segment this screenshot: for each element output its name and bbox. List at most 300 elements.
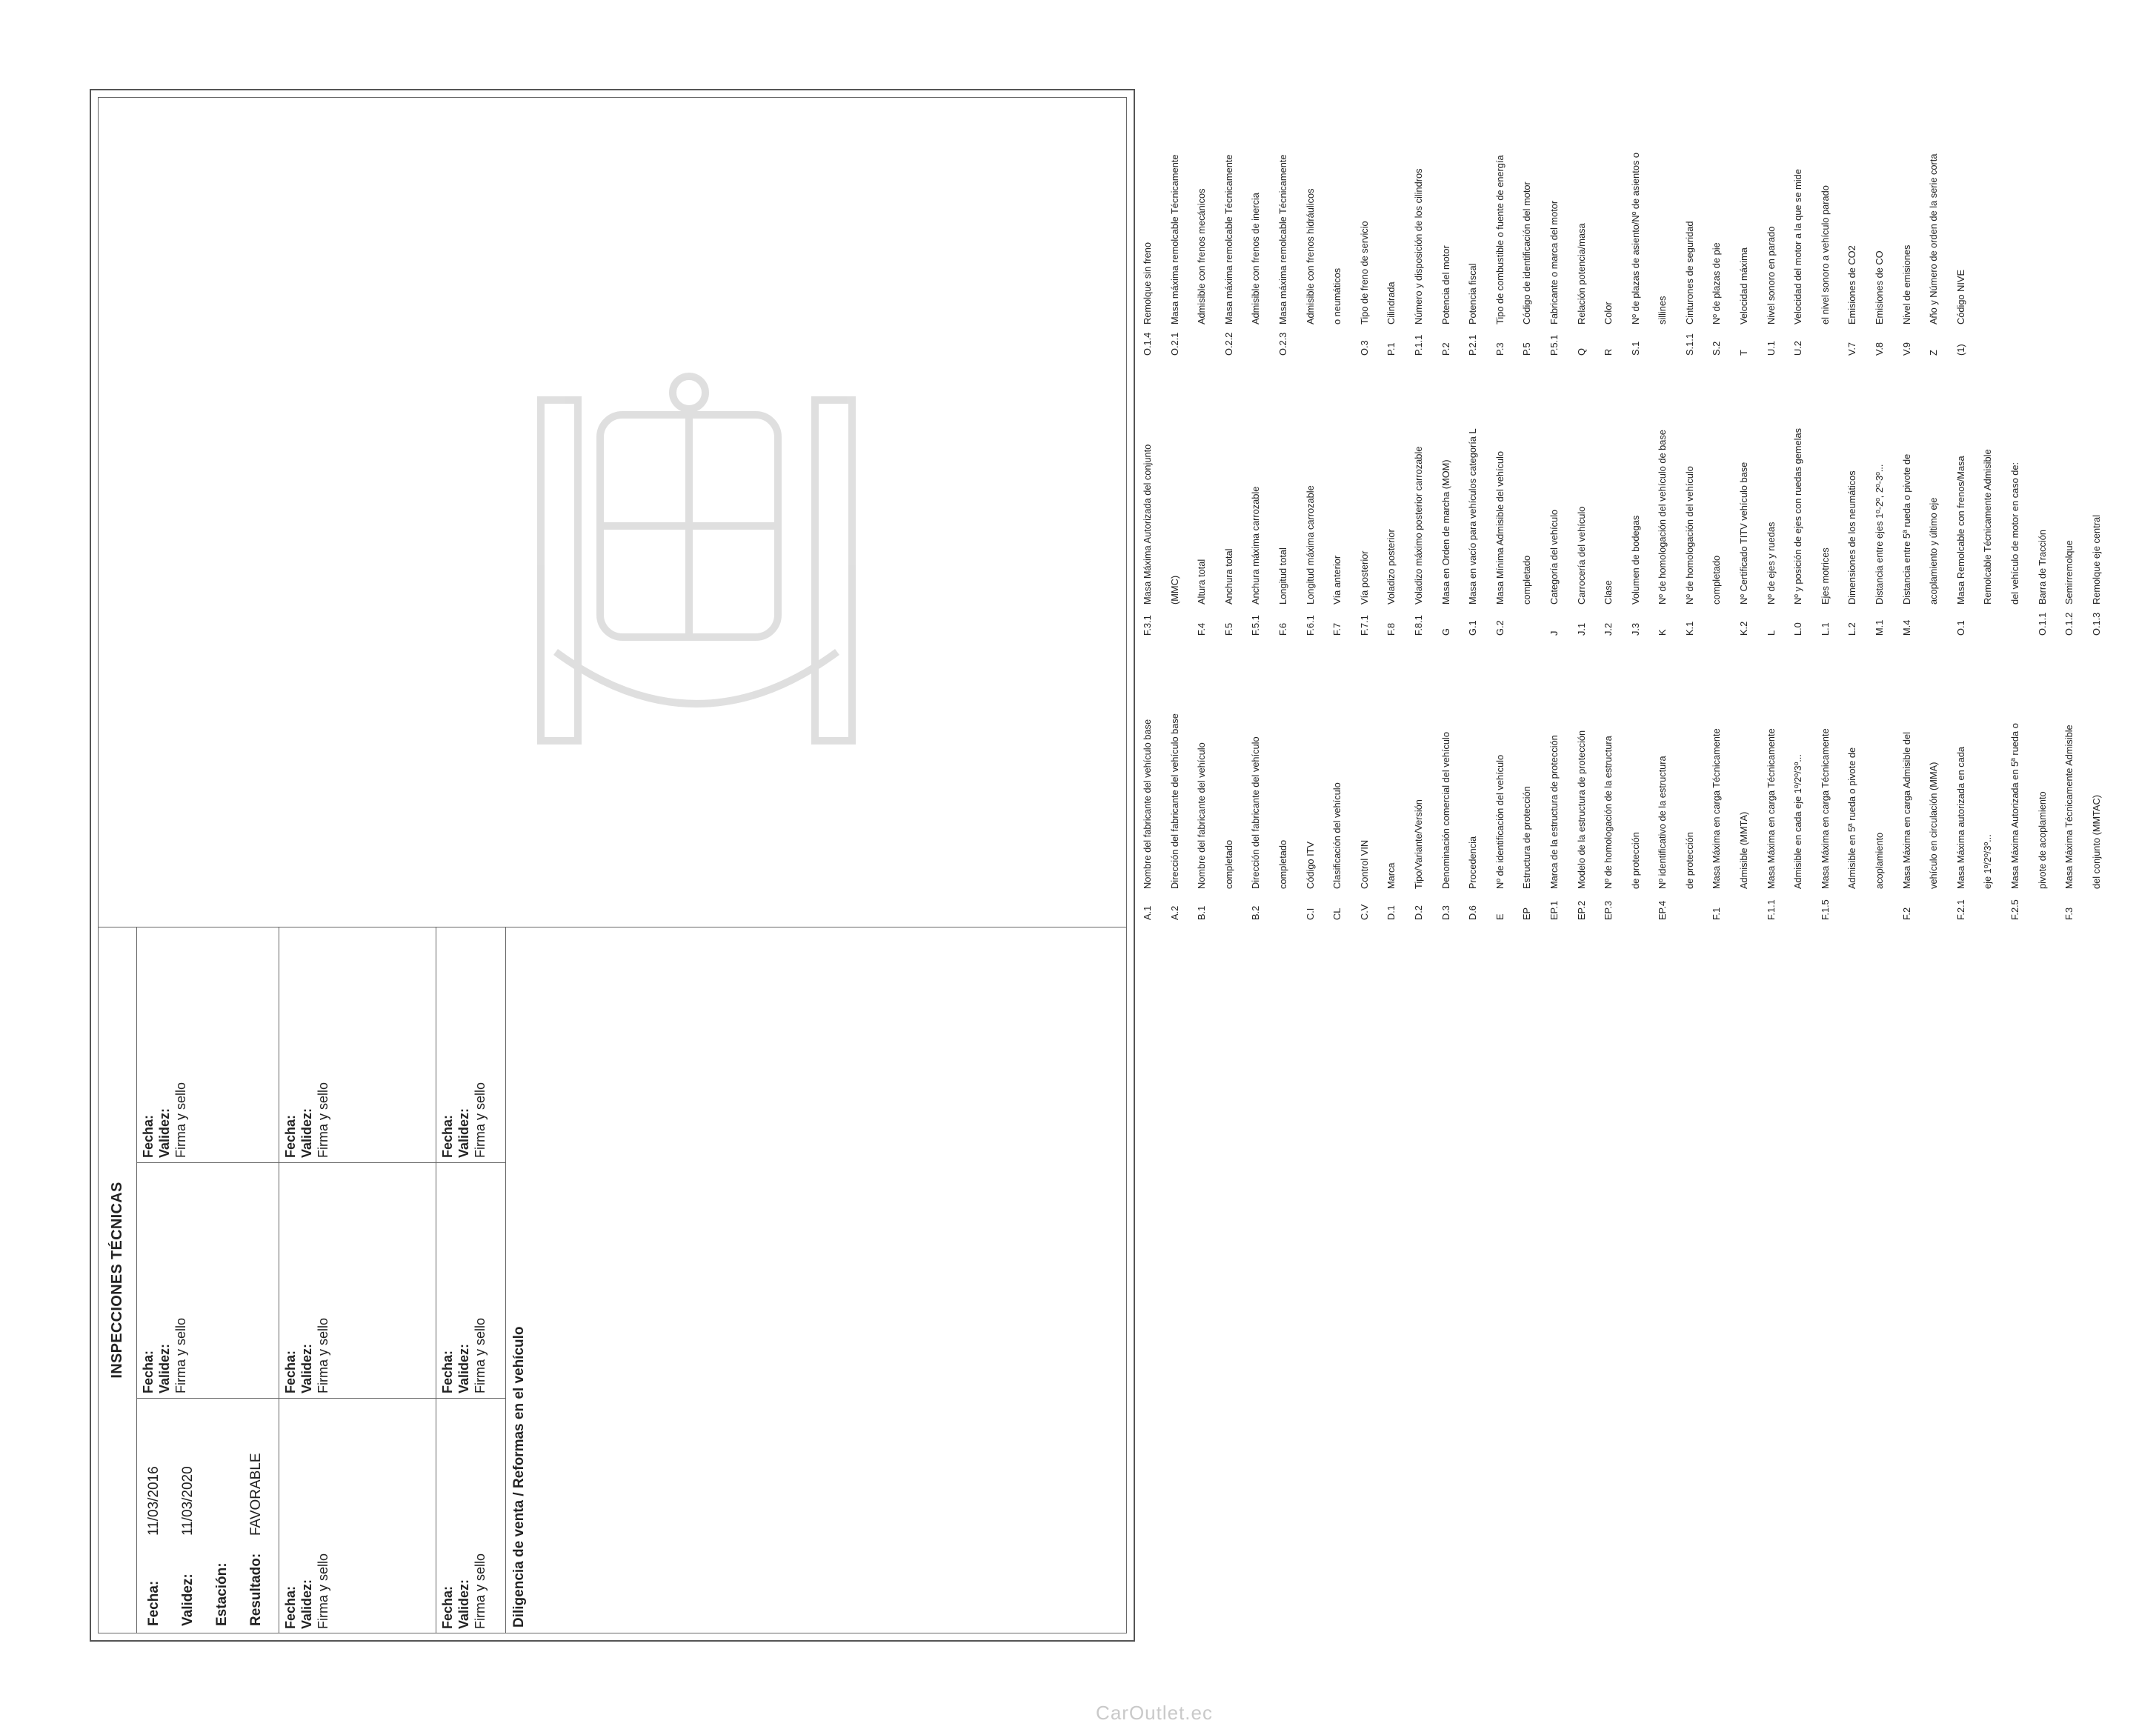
legend-row	[1568, 631, 1596, 920]
legend-row	[1216, 631, 1243, 920]
legend-row	[1839, 100, 1866, 356]
legend-text: Admisible con frenos mecánicos	[1196, 188, 1208, 324]
legend-code: U.1	[1765, 341, 1777, 356]
legend-row	[1162, 347, 1189, 636]
legend-text: Masa Máxima en carga Admisible del	[1900, 732, 1912, 889]
legend-row	[1948, 347, 1975, 636]
legend-code: Z	[1928, 350, 1940, 356]
legend-row	[1162, 631, 1189, 920]
legend-row	[1731, 347, 1758, 636]
legend-row	[1948, 100, 1975, 356]
legend-code: P.2	[1440, 342, 1451, 356]
legend-text: Ejes motrices	[1819, 547, 1831, 604]
firma-label: Firma y sello	[316, 1317, 330, 1393]
legend-text: Remolque sin freno	[1142, 242, 1153, 324]
legend-row	[1812, 631, 1840, 920]
legend-text: Año y Número de orden de la serie corta	[1928, 153, 1940, 324]
diligencia-heading: Diligencia de venta / Reformas en el vehículo	[511, 1326, 527, 1628]
inspection-cell	[137, 1162, 279, 1398]
inspection-cell	[279, 1398, 436, 1633]
legend-code	[1216, 889, 1243, 920]
legend-code: O.1.2	[2063, 612, 2075, 636]
legend-text: del vehículo de motor en caso de:	[2009, 462, 2020, 604]
legend-text: el nivel sonoro a vehículo parado	[1819, 185, 1831, 324]
validez-label: Validez:	[157, 1343, 172, 1393]
legend-code	[1974, 889, 2002, 920]
legend-row	[1514, 100, 1541, 356]
legend-text: completado	[1521, 555, 1533, 604]
fecha-label: Fecha:	[440, 1585, 455, 1629]
legend-row	[1242, 347, 1270, 636]
legend-code: U.2	[1792, 341, 1804, 356]
legend-text: del conjunto (MMTAC)	[2090, 794, 2102, 889]
firma-label: Firma y sello	[473, 1082, 488, 1158]
legend-text: Dirección del fabricante del vehículo	[1250, 736, 1262, 889]
legend-column-1	[1134, 631, 2110, 920]
legend-code: F.4	[1196, 622, 1208, 636]
legend-row	[1460, 347, 1487, 636]
legend-code: V.9	[1900, 342, 1912, 356]
inspection-cell-first	[137, 1398, 279, 1633]
legend-code: F.6.1	[1304, 615, 1316, 636]
legend-code	[1839, 889, 1866, 920]
legend-row	[1460, 100, 1487, 356]
estacion-value	[214, 1406, 230, 1543]
legend-code: F.5	[1222, 622, 1234, 636]
legend-code: EP.1	[1548, 900, 1560, 920]
validez-label: Validez:	[456, 1343, 471, 1393]
legend-text: Marca de la estructura de protección	[1548, 735, 1560, 889]
legend-text: Admisible (MMTA)	[1738, 811, 1750, 889]
legend-row	[1378, 631, 1405, 920]
legend-row	[1188, 347, 1216, 636]
legend-text: Voladizo máximo posterior carrozable	[1412, 446, 1424, 604]
legend-row	[1351, 347, 1379, 636]
firma-label: Firma y sello	[173, 1082, 188, 1158]
legend-code: P.1	[1385, 342, 1397, 356]
fecha-value: 11/03/2016	[146, 1466, 162, 1536]
legend-text: Masa Máxima Autorizada en 5ª rueda o	[2009, 723, 2020, 889]
legend-text: Longitud total	[1277, 547, 1288, 604]
legend-text: completado	[1277, 839, 1288, 889]
legend-row	[1433, 631, 1460, 920]
legend-row	[1974, 631, 2002, 920]
legend-text: Tipo de combustible o fuente de energía	[1494, 155, 1505, 324]
legend-row	[1948, 631, 1975, 920]
legend-text: Nº de plazas de asiento/Nº de asientos o	[1629, 152, 1641, 324]
legend-row	[1378, 100, 1405, 356]
legend-text: Masa máxima remolcable Técnicamente	[1222, 154, 1234, 324]
legend-text: de protección	[1683, 832, 1695, 889]
legend-row	[1866, 347, 1894, 636]
legend-text: Emisiones de CO2	[1846, 245, 1858, 324]
legend-text: o neumáticos	[1331, 267, 1343, 324]
legend-code: K	[1657, 629, 1668, 636]
legend-code	[1731, 889, 1758, 920]
legend-code: O.2.3	[1277, 332, 1288, 356]
legend-code: T	[1738, 350, 1750, 356]
legend-code	[1270, 889, 1297, 920]
legend-row	[1514, 631, 1541, 920]
fecha-label: Fecha:	[283, 1114, 298, 1158]
legend-code: A.2	[1168, 905, 1180, 920]
legend-text: Nombre del fabricante del vehículo base	[1142, 719, 1153, 889]
fecha-label: Fecha:	[440, 1350, 455, 1393]
legend-code: C.I	[1304, 907, 1316, 920]
legend-code: L.0	[1792, 622, 1804, 636]
legend-code	[1920, 889, 1948, 920]
legend-code: F.5.1	[1250, 615, 1262, 636]
legend-text: acoplamiento y último eje	[1928, 497, 1940, 604]
legend-row	[1351, 100, 1379, 356]
legend-text: Nº de homologación del vehículo de base	[1657, 430, 1668, 604]
legend-row	[1351, 631, 1379, 920]
legend-text: Masa Máxima en carga Técnicamente	[1819, 728, 1831, 889]
legend-text: Volumen de bodegas	[1629, 515, 1641, 604]
legend-code: M.4	[1900, 619, 1912, 636]
legend-text: Masa Mínima Admisible del vehículo	[1494, 451, 1505, 604]
legend-code	[1649, 324, 1677, 356]
legend-row	[1460, 631, 1487, 920]
legend-code: F.2.5	[2009, 899, 2020, 920]
legend-text: Código ITV	[1304, 841, 1316, 889]
legend-row	[2083, 347, 2111, 636]
legend-code: L.1	[1819, 622, 1831, 636]
legend-row	[1541, 347, 1568, 636]
legend-text: Nº Certificado TITV vehículo base	[1738, 462, 1750, 604]
legend-text: Fabricante o marca del motor	[1548, 200, 1560, 324]
validez-label: Validez:	[299, 1343, 314, 1393]
validez-value: 11/03/2020	[180, 1466, 196, 1536]
legend-row	[1541, 631, 1568, 920]
legend-code: V.7	[1846, 342, 1858, 356]
legend-row	[1595, 347, 1623, 636]
legend-row	[1812, 100, 1840, 356]
legend-code	[2083, 889, 2111, 920]
legend-text: Potencia del motor	[1440, 245, 1451, 324]
legend-row	[1134, 347, 1162, 636]
legend-row	[1487, 347, 1514, 636]
legend-code	[1866, 889, 1894, 920]
firma-label: Firma y sello	[316, 1082, 330, 1158]
firma-label: Firma y sello	[473, 1317, 488, 1393]
legend-row	[1758, 631, 1786, 920]
legend-code: F.3	[2063, 907, 2075, 920]
legend-code: F.1	[1711, 907, 1723, 920]
legend-text: Velocidad máxima	[1738, 247, 1750, 324]
legend-row	[1487, 100, 1514, 356]
legend-text: Masa Máxima en carga Técnicamente	[1711, 728, 1723, 889]
inspection-cell	[436, 1398, 506, 1633]
legend-code: F.7	[1331, 622, 1343, 636]
inspection-cell	[279, 1162, 436, 1398]
legend-section	[1127, 98, 2156, 926]
legend-row	[1541, 100, 1568, 356]
legend-row	[1758, 347, 1786, 636]
legend-text: Masa máxima remolcable Técnicamente	[1277, 154, 1288, 324]
legend-row	[1785, 347, 1812, 636]
legend-code	[1324, 324, 1351, 356]
legend-text: Nº de ejes y ruedas	[1765, 522, 1777, 604]
legend-text: Longitud máxima carrozable	[1304, 485, 1316, 604]
legend-text: eje 1º/2º/3º...	[1982, 834, 1994, 889]
legend-text: Anchura máxima carrozable	[1250, 486, 1262, 604]
legend-text: Clase	[1603, 580, 1614, 604]
legend-row	[1649, 347, 1677, 636]
legend-row	[1866, 100, 1894, 356]
legend-text: Nº de homologación de la estructura	[1603, 736, 1614, 889]
legend-code: V.8	[1874, 342, 1886, 356]
legend-row	[1242, 100, 1270, 356]
legend-row	[1324, 100, 1351, 356]
legend-row	[1405, 631, 1433, 920]
legend-code: F.8.1	[1412, 615, 1424, 636]
legend-row	[1812, 347, 1840, 636]
legend-text: Nº de identificación del vehículo	[1494, 754, 1505, 889]
legend-code: F.1.5	[1819, 899, 1831, 920]
legend-text: Remolque eje central	[2090, 515, 2102, 604]
legend-row	[1894, 100, 1921, 356]
legend-code	[1785, 889, 1812, 920]
legend-code: C.V	[1358, 904, 1370, 920]
legend-code: K.2	[1738, 621, 1750, 636]
legend-code: E	[1494, 913, 1505, 920]
legend-text: Masa en vacío para vehículos categoría L	[1467, 428, 1479, 604]
fecha-label: Fecha:	[141, 1114, 156, 1158]
legend-text: Masa Máxima Técnicamente Admisible	[2063, 725, 2075, 889]
inspection-cell	[436, 927, 506, 1162]
legend-text: Color	[1603, 302, 1614, 324]
legend-code: F.2.1	[1954, 899, 1966, 920]
legend-row	[1487, 631, 1514, 920]
legend-text: Nº de plazas de pie	[1711, 242, 1723, 324]
legend-text: Emisiones de CO	[1874, 250, 1886, 324]
legend-code: EP.2	[1575, 900, 1587, 920]
fecha-label: Fecha:	[440, 1114, 455, 1158]
firma-label: Firma y sello	[173, 1317, 188, 1393]
legend-code: F.2	[1900, 907, 1912, 920]
legend-text: Distancia entre 5ª rueda o pivote de	[1900, 453, 1912, 604]
legend-text: Nivel sonoro en parado	[1765, 226, 1777, 324]
legend-row	[1703, 347, 1731, 636]
legend-code: J.2	[1603, 622, 1614, 636]
legend-row	[1568, 100, 1596, 356]
legend-code: G.2	[1494, 620, 1505, 636]
legend-text: Dimensiones de los neumáticos	[1846, 470, 1858, 604]
legend-code	[1242, 324, 1270, 356]
legend-row	[1894, 631, 1921, 920]
legend-row	[2056, 347, 2083, 636]
legend-code: J	[1548, 630, 1560, 636]
legend-row	[2083, 631, 2111, 920]
legend-code: B.1	[1196, 905, 1208, 920]
fecha-label: Fecha:	[146, 1580, 162, 1626]
legend-row	[1703, 100, 1731, 356]
legend-row	[1162, 100, 1189, 356]
validez-label: Validez:	[180, 1573, 196, 1626]
legend-code	[1623, 889, 1650, 920]
legend-text: Admisible en 5ª rueda o pivote de	[1846, 747, 1858, 889]
legend-text: Potencia fiscal	[1467, 263, 1479, 324]
legend-row	[1623, 347, 1650, 636]
legend-code	[1812, 324, 1840, 356]
legend-code: S.1.1	[1683, 333, 1695, 356]
legend-text: Velocidad del motor a la que se mide	[1792, 169, 1804, 324]
legend-row	[1839, 347, 1866, 636]
legend-text: completado	[1711, 555, 1723, 604]
legend-row	[1677, 631, 1704, 920]
legend-row	[1595, 631, 1623, 920]
legend-code: O.1.1	[2036, 612, 2048, 636]
legend-code: F.8	[1385, 622, 1397, 636]
legend-text: Procedencia	[1467, 836, 1479, 889]
legend-code: G.1	[1467, 620, 1479, 636]
legend-code: O.3	[1358, 340, 1370, 356]
legend-row	[1595, 100, 1623, 356]
legend-row	[1703, 631, 1731, 920]
legend-row	[1649, 631, 1677, 920]
legend-code: M.1	[1874, 619, 1886, 636]
legend-text: Categoría del vehículo	[1548, 509, 1560, 604]
legend-text: Barra de Tracción	[2036, 529, 2048, 604]
legend-code: A.1	[1142, 905, 1153, 920]
legend-row	[1405, 347, 1433, 636]
legend-text: Modelo de la estructura de protección	[1575, 730, 1587, 889]
legend-row	[1405, 100, 1433, 356]
legend-text: Estructura de protección	[1521, 786, 1533, 889]
legend-code	[2029, 889, 2057, 920]
legend-row	[1785, 631, 1812, 920]
validez-label: Validez:	[299, 1579, 314, 1629]
legend-text: Masa Máxima autorizada en cada	[1954, 746, 1966, 889]
legend-code: P.3	[1494, 342, 1505, 356]
legend-code: O.1.4	[1142, 332, 1153, 356]
legend-text: Código NIVE	[1954, 270, 1966, 324]
legend-text: Control VIN	[1358, 839, 1370, 889]
legend-text: de protección	[1629, 832, 1641, 889]
legend-column-3	[1134, 100, 1974, 356]
legend-code: CL	[1331, 907, 1343, 920]
legend-code: J.1	[1575, 622, 1587, 636]
legend-row	[1297, 347, 1325, 636]
legend-row	[1894, 347, 1921, 636]
legend-text: Admisible con frenos de inercia	[1250, 193, 1262, 324]
legend-row	[1216, 347, 1243, 636]
legend-code: O.1.3	[2090, 612, 2102, 636]
legend-text: Nombre del fabricante del vehículo	[1196, 742, 1208, 889]
legend-row	[1623, 100, 1650, 356]
firma-label: Firma y sello	[473, 1553, 488, 1629]
firma-label: Firma y sello	[316, 1553, 330, 1629]
coat-of-arms-seal	[511, 370, 882, 785]
validez-label: Validez:	[299, 1108, 314, 1158]
legend-row	[1623, 631, 1650, 920]
legend-row	[1433, 100, 1460, 356]
legend-row	[1920, 631, 1948, 920]
legend-text: Masa Remolcable con frenos/Masa	[1954, 456, 1966, 604]
legend-row	[1134, 100, 1162, 356]
fecha-label: Fecha:	[283, 1585, 298, 1629]
legend-row	[1649, 100, 1677, 356]
legend-code: D.3	[1440, 905, 1451, 920]
legend-code	[1703, 604, 1731, 636]
legend-row	[2002, 631, 2029, 920]
legend-text: Remolcable Técnicamente Admisible	[1982, 449, 1994, 604]
legend-text: sillines	[1657, 296, 1668, 324]
legend-row	[1758, 100, 1786, 356]
legend-row	[1839, 631, 1866, 920]
legend-text: Número y disposición de los cilindros	[1412, 168, 1424, 324]
legend-row	[1216, 100, 1243, 356]
legend-code	[1514, 604, 1541, 636]
legend-code: (1)	[1954, 344, 1966, 356]
legend-code: Q	[1575, 348, 1587, 356]
legend-row	[1568, 347, 1596, 636]
legend-code: S.2	[1711, 341, 1723, 356]
legend-code	[1920, 604, 1948, 636]
inspections-title: INSPECCIONES TÉCNICAS	[98, 927, 137, 1633]
legend-code: O.1	[1954, 620, 1966, 636]
legend-code: J.3	[1629, 622, 1641, 636]
legend-code	[2002, 604, 2029, 636]
resultado-label: Resultado:	[248, 1553, 264, 1626]
legend-row	[1134, 631, 1162, 920]
legend-text: Nº y posición de ejes con ruedas gemelas	[1792, 428, 1804, 604]
legend-text: Denominación comercial del vehículo	[1440, 732, 1451, 889]
legend-code: R	[1603, 348, 1614, 356]
legend-text: Masa en Orden de marcha (MOM)	[1440, 459, 1451, 604]
legend-text: Nivel de emisiones	[1900, 244, 1912, 324]
legend-row	[2002, 347, 2029, 636]
legend-code: O.2.1	[1168, 332, 1180, 356]
fecha-label: Fecha:	[141, 1350, 156, 1393]
inspection-cell	[436, 1162, 506, 1398]
validez-label: Validez:	[456, 1108, 471, 1158]
validez-label: Validez:	[456, 1579, 471, 1629]
legend-row	[1920, 347, 1948, 636]
legend-code: L	[1765, 630, 1777, 636]
legend-text: completado	[1222, 839, 1234, 889]
legend-code: F.7.1	[1358, 615, 1370, 636]
legend-code: P.1.1	[1412, 334, 1424, 356]
legend-row	[1731, 631, 1758, 920]
legend-code: D.1	[1385, 905, 1397, 920]
legend-code: P.2.1	[1467, 334, 1479, 356]
legend-code: O.2.2	[1222, 332, 1234, 356]
legend-row	[1378, 347, 1405, 636]
legend-code	[1162, 604, 1189, 636]
legend-row	[1270, 347, 1297, 636]
legend-code: F.6	[1277, 622, 1288, 636]
legend-code: P.5.1	[1548, 334, 1560, 356]
legend-code	[1974, 604, 2002, 636]
legend-text: (MMC)	[1168, 575, 1180, 604]
legend-text: acoplamiento	[1874, 832, 1886, 889]
legend-row	[1866, 631, 1894, 920]
legend-row	[1677, 100, 1704, 356]
legend-code: EP	[1521, 907, 1533, 920]
legend-text: Masa Máxima Autorizada del conjunto	[1142, 444, 1153, 604]
legend-row	[2029, 347, 2057, 636]
legend-text: Altura total	[1196, 559, 1208, 604]
legend-row	[1270, 631, 1297, 920]
resultado-value: FAVORABLE	[248, 1453, 264, 1536]
legend-row	[1785, 100, 1812, 356]
legend-row	[1974, 347, 2002, 636]
legend-row	[1188, 631, 1216, 920]
legend-text: pivote de acoplamiento	[2036, 791, 2048, 889]
legend-code: K.1	[1683, 621, 1695, 636]
